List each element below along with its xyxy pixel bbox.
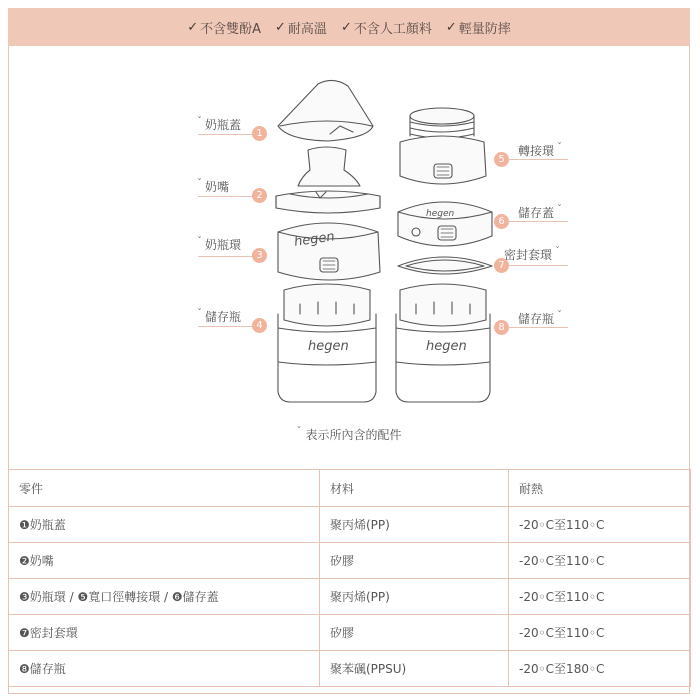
check-icon: ✓: [275, 19, 286, 35]
heat-resistance-cell: -20◦C至110◦C: [509, 507, 691, 543]
feature-item: [275, 18, 327, 37]
table-row: [9, 615, 691, 651]
seal-ring-drawing: [398, 257, 492, 274]
material-cell: 矽膠: [320, 543, 509, 579]
feature-text: 不含雙酚A: [200, 21, 262, 37]
material-spec-table: [8, 469, 691, 687]
tick-icon: ˇ: [557, 310, 563, 321]
leader-line: [508, 327, 568, 328]
tick-icon: ˇ: [197, 308, 202, 319]
brand-mark: hegen: [308, 339, 349, 354]
exploded-parts-illustration: [8, 46, 690, 466]
part-number-badge: 2: [252, 188, 267, 203]
adapter-ring-drawing: [400, 108, 486, 184]
brand-mark: hegen: [426, 209, 455, 219]
part-cell: ❽儲存瓶: [9, 651, 320, 687]
heat-resistance-cell: -20◦C至110◦C: [509, 579, 691, 615]
column-header: 材料: [320, 470, 509, 507]
tick-icon: ˇ: [197, 178, 202, 189]
column-header: 耐熱: [509, 470, 691, 507]
table-row: [9, 651, 691, 687]
brand-mark: hegen: [426, 339, 467, 354]
material-cell: 聚苯碸(PPSU): [320, 651, 509, 687]
leader-line: [198, 256, 256, 257]
part-number-badge: 5: [494, 152, 509, 167]
table-row: [9, 543, 691, 579]
heat-resistance-cell: -20◦C至110◦C: [509, 615, 691, 651]
part-label-storage-bottle: $^ˇ$ 儲存瓶: [197, 308, 242, 324]
material-cell: 矽膠: [320, 615, 509, 651]
bottle-cap-drawing: [278, 80, 373, 141]
tick-icon: ˇ: [557, 204, 563, 215]
heat-resistance-cell: -20◦C至110◦C: [509, 543, 691, 579]
tick-icon: ˇ: [296, 426, 302, 437]
material-cell: 聚丙烯(PP): [320, 579, 509, 615]
check-icon: ✓: [445, 19, 457, 35]
brand-mark: hegen: [293, 229, 336, 250]
parts-drawing: [8, 46, 690, 466]
heat-resistance-cell: -20◦C至180◦C: [509, 651, 691, 687]
included-accessories-note: $^ˇ$ 表示所內含的配件: [296, 426, 402, 442]
part-label-bottle-cap: $^ˇ$ 奶瓶蓋: [197, 116, 242, 132]
part-number-badge: 1: [252, 126, 267, 141]
part-label-adapter: 轉接環 $^ˇ$: [518, 142, 563, 158]
tick-icon: ˇ: [197, 116, 202, 127]
teat-drawing: [276, 147, 380, 213]
check-icon: ✓: [187, 19, 199, 35]
column-header: 零件: [9, 470, 320, 507]
part-number-badge: 7: [494, 258, 509, 273]
tick-icon: ˇ: [557, 142, 563, 153]
material-cell: 聚丙烯(PP): [320, 507, 509, 543]
feature-item: [341, 18, 432, 37]
feature-text: 不含人工顏料: [353, 21, 432, 37]
part-label-seal-ring: 密封套環 $^ˇ$: [504, 246, 561, 262]
feature-text: 輕量防摔: [458, 21, 511, 37]
leader-line: [508, 265, 568, 266]
feature-item: [187, 18, 261, 37]
part-label-bottle-ring: $^ˇ$ 奶瓶環: [197, 236, 242, 252]
leader-line: [198, 196, 256, 197]
part-label-teat: $^ˇ$ 奶嘴: [197, 178, 230, 194]
part-number-badge: 8: [494, 320, 509, 335]
table-row: [9, 507, 691, 543]
part-cell: ❷奶嘴: [9, 543, 320, 579]
part-number-badge: 4: [252, 318, 267, 333]
leader-line: [508, 221, 568, 222]
part-label-storage-bottle-right: 儲存瓶 $^ˇ$: [518, 310, 563, 326]
leader-line: [508, 159, 568, 160]
leader-line: [198, 134, 256, 135]
part-cell: ❶奶瓶蓋: [9, 507, 320, 543]
part-label-storage-lid: 儲存蓋 $^ˇ$: [518, 204, 563, 220]
part-cell: ❼密封套環: [9, 615, 320, 651]
part-number-badge: 3: [252, 248, 267, 263]
part-cell: ❸奶瓶環 / ❺寬口徑轉接環 / ❻儲存蓋: [9, 579, 320, 615]
part-number-badge: 6: [494, 214, 509, 229]
feature-text: 耐高溫: [287, 21, 327, 37]
feature-item: [446, 18, 511, 37]
tick-icon: ˇ: [555, 246, 561, 257]
tick-icon: ˇ: [197, 236, 202, 247]
feature-banner: [8, 8, 690, 46]
table-header-row: [9, 470, 691, 507]
table-row: [9, 579, 691, 615]
leader-line: [198, 326, 256, 327]
check-icon: ✓: [340, 19, 352, 35]
